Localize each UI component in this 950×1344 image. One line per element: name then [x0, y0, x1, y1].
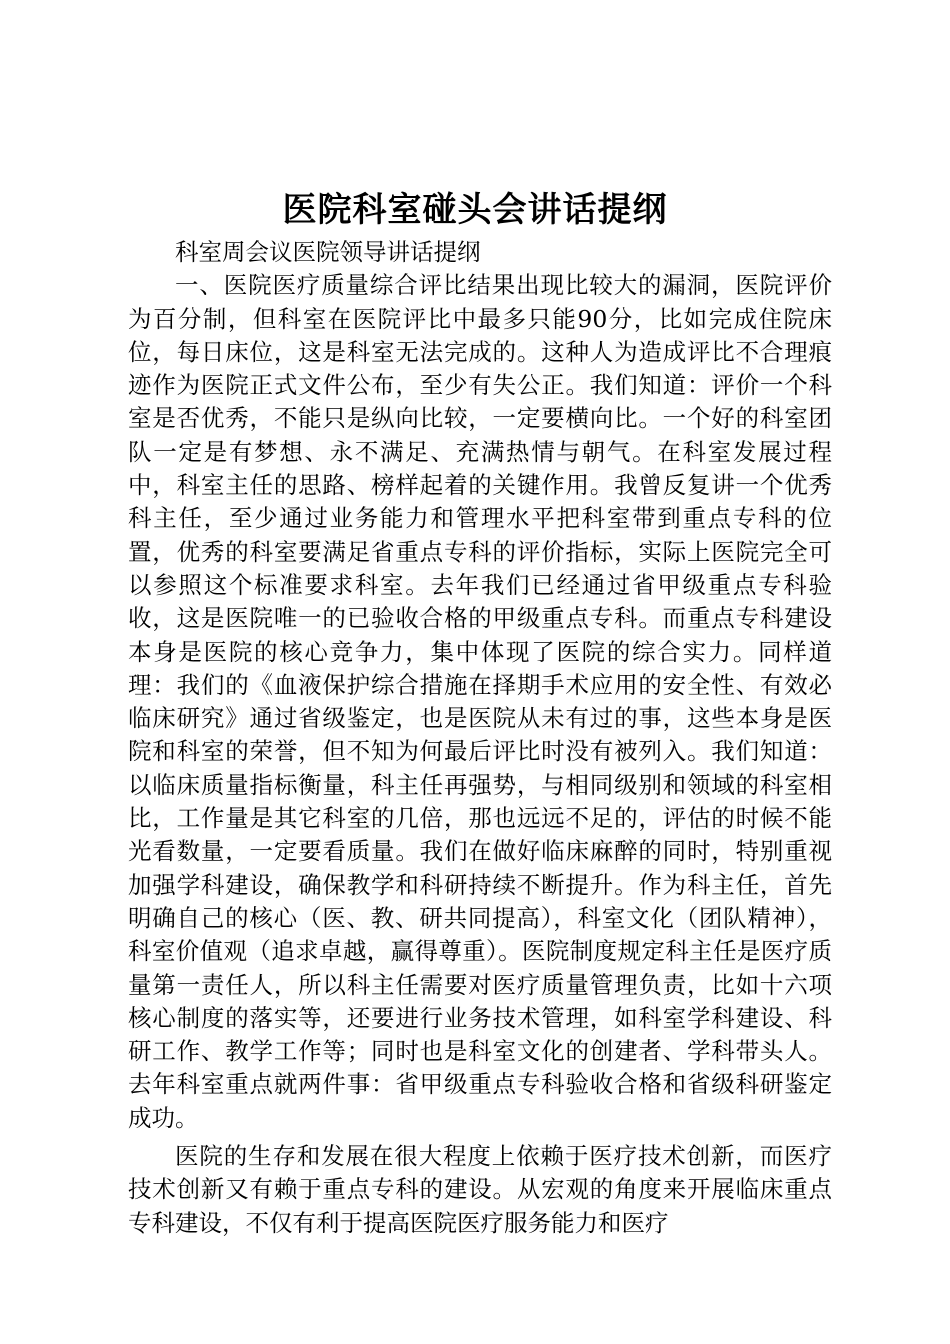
paragraph: 一、医院医疗质量综合评比结果出现比较大的漏洞，医院评价为百分制，但科室在医院评比中最多只能90分，比如完成住院床位，每日床位，这是科室无法完成的。这种人为造成评比不合理痕迹作为医院正式文件公布，至少有失公正。我们知道：评价一个科室是否优秀，不能只是纵向比较，一定要横向比。一个好的科室团队一定是有梦想、永不满足、充满热情与朝气。在科室发展过程中，科室主任的思路、榜样起着的关键作用。我曾反复讲一个优秀科主任，至少通过业务能力和管理水平把科室带到重点专科的位置，优秀的科室要满足省重点专科的评价指标，实际上医院完全可以参照这个标准要求科室。去年我们已经通过省甲级重点专科验收，这是医院唯一的已验收合格的甲级重点专科。而重点专科建设本身是医院的核心竞争力，集中体现了医院的综合实力。同样道理：我们的《血液保护综合措施在择期手术应用的安全性、有效必临床研究》通过省级鉴定，也是医院从未有过的事，这些本身是医院和科室的荣誉，但不知为何最后评比时没有被列入。我们知道：以临床质量指标衡量，科主任再强势，与相同级别和领域的科室相比，工作量是其它科室的几倍，那也远远不足的，评估的时候不能光看数量，一定要看质量。我们在做好临床麻醉的同时，特别重视加强学科建设，确保教学和科研持续不断提升。作为科主任，首先明确自己的核心（医、教、研共同提高），科室文化（团队精神），科室价值观（追求卓越，赢得尊重）。医院制度规定科主任是医疗质量第一责任人，所以科主任需要对医疗质量管理负责，比如十六项核心制度的落实等，还要进行业务技术管理，如科室学科建设、科研工作、教学工作等；同时也是科室文化的创建者、学科带头人。去年科室重点就两件事：省甲级重点专科验收合格和省级科研鉴定成功。: [128, 271, 832, 1132]
document-subtitle: 科室周会议医院领导讲话提纲: [175, 238, 481, 266]
paragraph: 医院的生存和发展在很大程度上依赖于医疗技术创新，而医疗技术创新又有赖于重点专科的建设。从宏观的角度来开展临床重点专科建设，不仅有利于提高医院医疗服务能力和医疗: [128, 1142, 832, 1237]
document-body: [128, 236, 832, 1240]
document-title: 医院科室碰头会讲话提纲: [282, 190, 668, 230]
